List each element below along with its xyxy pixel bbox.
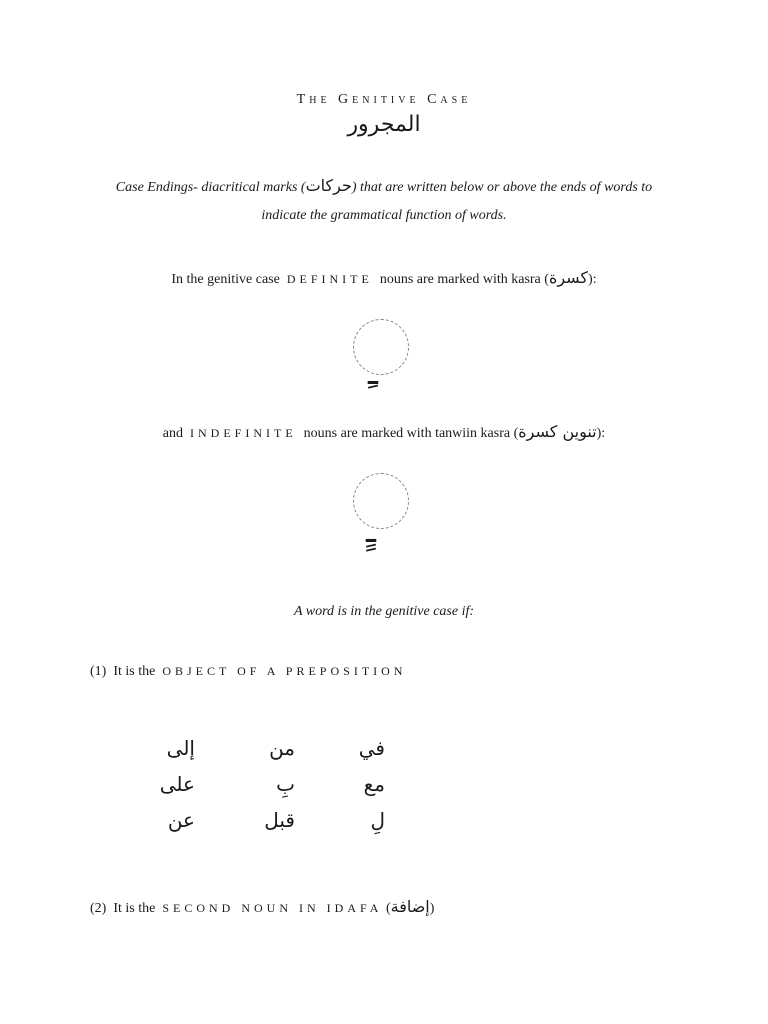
intro-line-2: indicate the grammatical function of words. bbox=[261, 208, 507, 223]
condition-2-keyword: SECOND NOUN IN IDAFA bbox=[162, 901, 383, 915]
letter-placeholder-circle bbox=[353, 473, 409, 529]
condition-1: (1) It is the OBJECT OF A PREPOSITION bbox=[90, 664, 407, 679]
indefinite-line: and INDEFINITE nouns are marked with tanwiin kasra (تنوين كسرة): bbox=[162, 422, 606, 441]
indefinite-keyword: INDEFINITE bbox=[190, 426, 297, 440]
intro-line-1: Case Endings- diacritical marks (حركات) that are written below or above the ends of words to bbox=[115, 176, 653, 195]
condition-2: (2) It is the SECOND NOUN IN IDAFA (إضافة) bbox=[90, 897, 435, 916]
tanwiin-kasra-arabic: تنوين كسرة bbox=[518, 422, 597, 441]
letter-placeholder-circle bbox=[353, 319, 409, 375]
tanwiin-kasra-mark: ـٍ bbox=[366, 511, 376, 551]
conditions-heading: A word is in the genitive case if: bbox=[293, 604, 475, 619]
idafa-arabic: إضافة bbox=[390, 897, 430, 916]
harakat-arabic: حركات bbox=[305, 176, 352, 195]
preposition: على bbox=[159, 772, 195, 796]
definite-keyword: DEFINITE bbox=[286, 272, 373, 286]
preposition: من bbox=[269, 736, 295, 760]
case-endings-intro bbox=[0, 172, 768, 230]
condition-1-keyword: OBJECT OF A PREPOSITION bbox=[162, 664, 407, 678]
definite-line: In the genitive case DEFINITE nouns are marked with kasra (كسرة): bbox=[171, 268, 597, 287]
arabic-title: المجرور bbox=[347, 112, 421, 137]
page-title: The Genitive Case bbox=[296, 92, 472, 107]
preposition: لِ bbox=[370, 808, 385, 832]
kasra-mark: ـِ bbox=[368, 353, 378, 393]
kasra-arabic: كسرة bbox=[548, 268, 589, 287]
preposition: بِ bbox=[276, 772, 295, 796]
preposition: في bbox=[358, 736, 385, 760]
preposition: قبل bbox=[264, 808, 295, 832]
preposition: مع bbox=[363, 772, 385, 796]
preposition: عن bbox=[167, 808, 195, 832]
preposition: إلى bbox=[166, 736, 195, 760]
